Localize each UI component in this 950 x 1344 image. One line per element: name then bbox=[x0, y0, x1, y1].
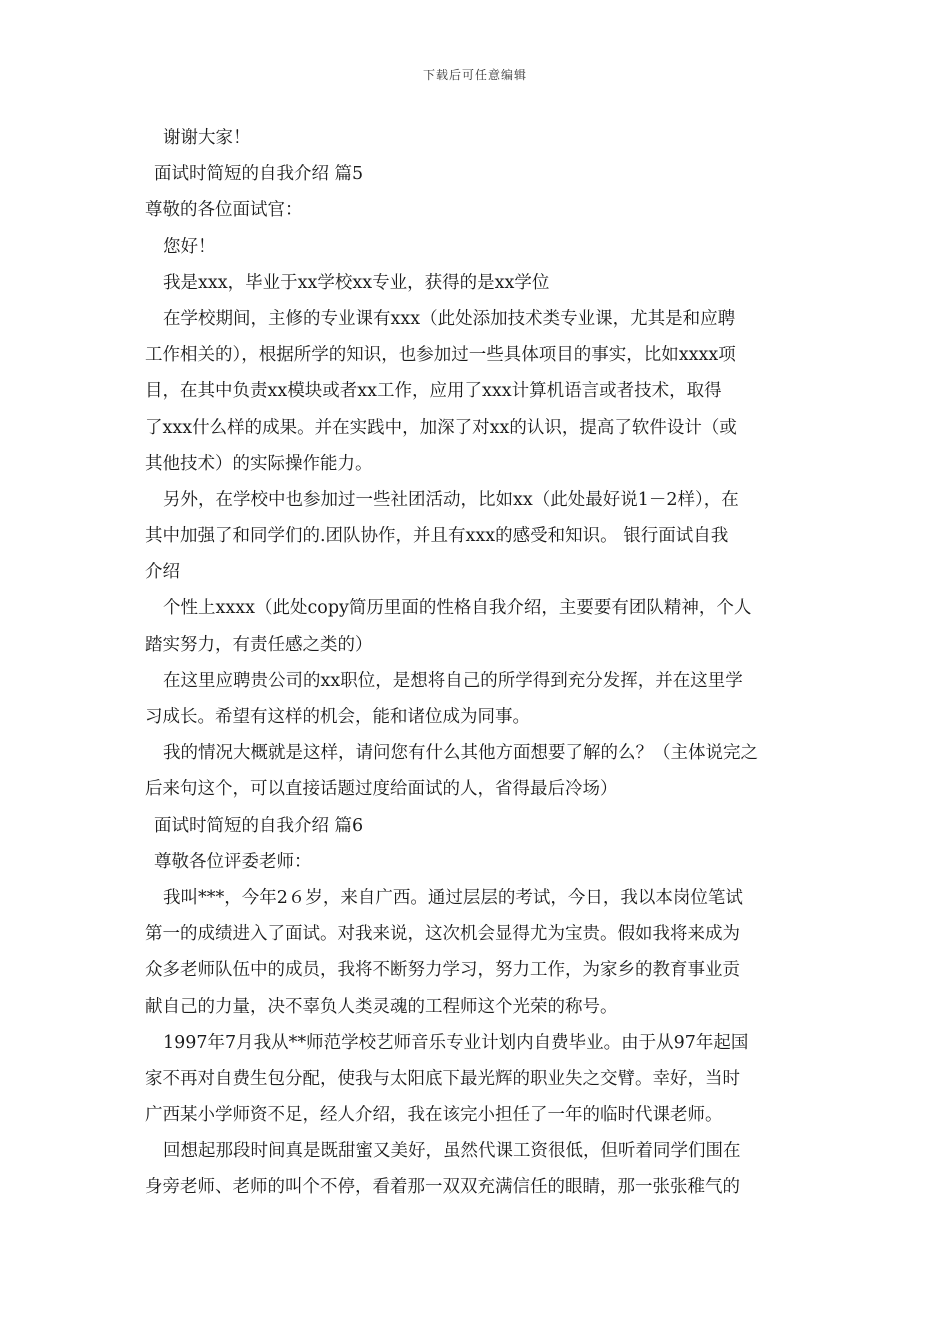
text-line: 另外，在学校中也参加过一些社团活动，比如xx（此处最好说1－2样），在 bbox=[163, 489, 739, 510]
text-line: 尊敬的各位面试官： bbox=[145, 200, 303, 221]
text-line: 后来句这个，可以直接话题过度给面试的人，省得最后冷场） bbox=[145, 779, 618, 800]
text-line: 其他技术）的实际操作能力。 bbox=[145, 453, 373, 474]
text-line: 献自己的力量，决不辜负人类灵魂的工程师这个光荣的称号。 bbox=[145, 996, 618, 1017]
text-line: 第一的成绩进入了面试。对我来说，这次机会显得尤为宝贵。假如我将来成为 bbox=[145, 924, 740, 945]
text-line: 了xxx什么样的成果。并在实践中，加深了对xx的认识，提高了软件设计（或 bbox=[145, 417, 737, 438]
text-line: 在学校期间，主修的专业课有xxx（此处添加技术类专业课，尤其是和应聘 bbox=[163, 308, 736, 329]
text-line: 家不再对自费生包分配，使我与太阳底下最光辉的职业失之交臂。幸好，当时 bbox=[145, 1068, 740, 1089]
text-line: 身旁老师、老师的叫个不停，看着那一双双充满信任的眼睛，那一张张稚气的 bbox=[145, 1177, 740, 1198]
text-line: 在这里应聘贵公司的xx职位，是想将自己的所学得到充分发挥，并在这里学 bbox=[163, 670, 743, 691]
text-line: 其中加强了和同学们的.团队协作，并且有xxx的感受和知识。 银行面试自我 bbox=[145, 526, 729, 547]
document-body bbox=[145, 120, 807, 1206]
section-heading: 面试时简短的自我介绍 篇5 bbox=[154, 164, 364, 185]
text-line: 谢谢大家！ bbox=[163, 128, 251, 148]
section-heading: 面试时简短的自我介绍 篇6 bbox=[154, 815, 364, 836]
text-line: 工作相关的），根据所学的知识，也参加过一些具体项目的事实，比如xxxx项 bbox=[145, 345, 736, 366]
text-line: 我叫***，今年2６岁，来自广西。通过层层的考试，今日，我以本岗位笔试 bbox=[163, 887, 743, 908]
text-line: 广西某小学师资不足，经人介绍，我在该完小担任了一年的临时代课老师。 bbox=[145, 1105, 723, 1126]
text-line: 众多老师队伍中的成员，我将不断努力学习，努力工作，为家乡的教育事业贡 bbox=[145, 960, 740, 981]
text-line: 踏实努力，有责任感之类的） bbox=[145, 634, 373, 655]
page-header: 下载后可任意编辑 bbox=[422, 68, 527, 82]
text-line: 回想起那段时间真是既甜蜜又美好，虽然代课工资很低，但听着同学们围在 bbox=[163, 1141, 741, 1162]
text-line: 我是xxx，毕业于xx学校xx专业，获得的是xx学位 bbox=[163, 272, 550, 293]
text-line: 介绍 bbox=[145, 562, 180, 583]
text-line: 目，在其中负责xx模块或者xx工作，应用了xxx计算机语言或者技术，取得 bbox=[145, 381, 722, 402]
text-line: 个性上xxxx（此处copy简历里面的性格自我介绍，主要要有团队精神，个人 bbox=[163, 598, 752, 619]
text-line: 尊敬各位评委老师： bbox=[154, 851, 312, 872]
text-line: 我的情况大概就是这样，请问您有什么其他方面想要了解的么？（主体说完之 bbox=[163, 743, 758, 764]
text-line: 1997年7月我从**师范学校艺师音乐专业计划内自费毕业。由于从97年起国 bbox=[163, 1032, 749, 1053]
text-line: 习成长。希望有这样的机会，能和诸位成为同事。 bbox=[145, 707, 530, 727]
text-line: 您好！ bbox=[163, 236, 216, 257]
